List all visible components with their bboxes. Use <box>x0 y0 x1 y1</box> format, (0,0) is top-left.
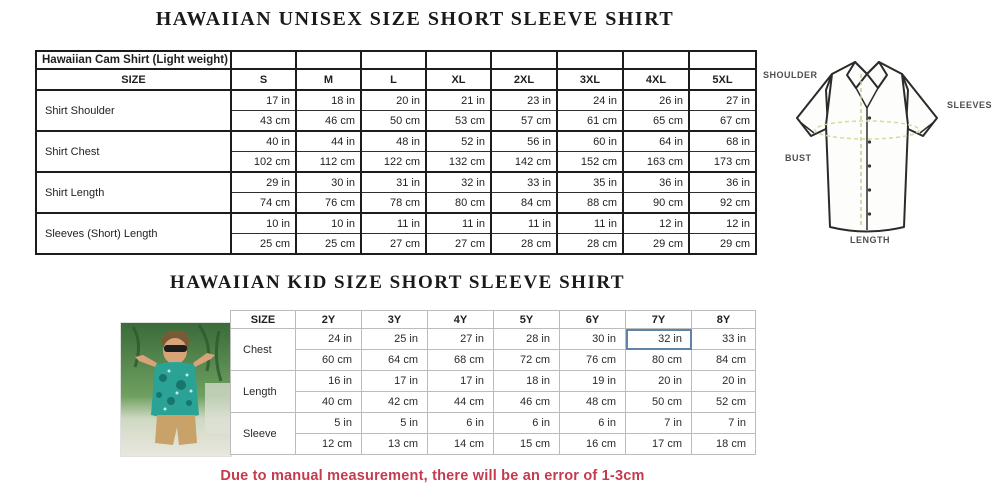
size-cell: 42 cm <box>362 392 428 413</box>
size-cell: 52 in <box>426 131 491 152</box>
empty-cell <box>296 51 361 69</box>
size-cell: 80 cm <box>426 193 491 214</box>
table-row <box>36 90 756 111</box>
size-cell: 57 cm <box>491 111 557 132</box>
size-cell: 18 in <box>494 371 560 392</box>
table-row <box>231 329 756 350</box>
table-row <box>36 69 756 90</box>
measure-label: Sleeve <box>231 413 296 455</box>
size-cell: 52 cm <box>692 392 756 413</box>
size-label: SIZE <box>231 311 296 329</box>
empty-cell <box>491 51 557 69</box>
size-cell: 12 cm <box>296 434 362 455</box>
size-cell: 61 cm <box>557 111 623 132</box>
size-cell: 18 cm <box>692 434 756 455</box>
size-cell: 46 cm <box>494 392 560 413</box>
size-cell: 53 cm <box>426 111 491 132</box>
size-cell: 27 cm <box>426 234 491 255</box>
size-cell: 48 in <box>361 131 426 152</box>
size-col-header: 6Y <box>560 311 626 329</box>
empty-cell <box>623 51 689 69</box>
table-row <box>231 350 756 371</box>
table-row <box>36 213 756 234</box>
size-cell: 68 cm <box>428 350 494 371</box>
size-cell: 16 in <box>296 371 362 392</box>
kid-size-table <box>230 310 756 455</box>
size-cell: 20 in <box>626 371 692 392</box>
length-diagram-label: LENGTH <box>850 235 890 245</box>
shoulder-diagram-label: SHOULDER <box>763 70 818 80</box>
size-cell: 11 in <box>557 213 623 234</box>
size-cell: 29 in <box>231 172 296 193</box>
size-cell: 72 cm <box>494 350 560 371</box>
selected-size-cell: 32 in <box>626 329 692 350</box>
size-cell: 56 in <box>491 131 557 152</box>
size-cell: 142 cm <box>491 152 557 173</box>
size-cell: 24 in <box>296 329 362 350</box>
size-cell: 112 cm <box>296 152 361 173</box>
size-cell: 29 cm <box>623 234 689 255</box>
empty-cell <box>361 51 426 69</box>
unisex-size-chart-title: HAWAIIAN UNISEX SIZE SHORT SLEEVE SHIRT <box>155 8 675 30</box>
table-row <box>231 392 756 413</box>
size-cell: 13 cm <box>362 434 428 455</box>
size-cell: 21 in <box>426 90 491 111</box>
measure-label: Shirt Chest <box>36 131 231 172</box>
size-cell: 90 cm <box>623 193 689 214</box>
size-cell: 20 in <box>361 90 426 111</box>
size-col-header: S <box>231 69 296 90</box>
size-cell: 24 in <box>557 90 623 111</box>
size-col-header: 8Y <box>692 311 756 329</box>
size-label: SIZE <box>36 69 231 90</box>
size-cell: 60 cm <box>296 350 362 371</box>
size-cell: 7 in <box>692 413 756 434</box>
size-cell: 67 cm <box>689 111 756 132</box>
measure-label: Shirt Length <box>36 172 231 213</box>
size-cell: 152 cm <box>557 152 623 173</box>
size-cell: 17 cm <box>626 434 692 455</box>
measurement-note: Due to manual measurement, there will be an error of 1-3cm <box>220 468 645 484</box>
size-cell: 64 in <box>623 131 689 152</box>
size-cell: 78 cm <box>361 193 426 214</box>
size-cell: 6 in <box>560 413 626 434</box>
size-cell: 20 in <box>692 371 756 392</box>
bust-diagram-label: BUST <box>785 153 812 163</box>
empty-cell <box>557 51 623 69</box>
size-cell: 11 in <box>361 213 426 234</box>
size-col-header: M <box>296 69 361 90</box>
size-cell: 30 in <box>296 172 361 193</box>
size-cell: 65 cm <box>623 111 689 132</box>
size-cell: 44 in <box>296 131 361 152</box>
size-cell: 28 cm <box>491 234 557 255</box>
size-cell: 50 cm <box>361 111 426 132</box>
size-cell: 88 cm <box>557 193 623 214</box>
size-cell: 25 in <box>362 329 428 350</box>
table-row <box>36 172 756 193</box>
size-cell: 92 cm <box>689 193 756 214</box>
measure-label: Sleeves (Short) Length <box>36 213 231 254</box>
size-cell: 6 in <box>428 413 494 434</box>
size-cell: 84 cm <box>491 193 557 214</box>
size-cell: 28 in <box>494 329 560 350</box>
unisex-size-table <box>35 50 757 255</box>
size-cell: 10 in <box>296 213 361 234</box>
measure-label: Chest <box>231 329 296 371</box>
size-cell: 35 in <box>557 172 623 193</box>
size-cell: 29 cm <box>689 234 756 255</box>
table-row <box>231 413 756 434</box>
size-cell: 60 in <box>557 131 623 152</box>
shirt-measurement-diagram <box>755 30 1000 262</box>
size-cell: 17 in <box>231 90 296 111</box>
size-cell: 43 cm <box>231 111 296 132</box>
size-cell: 28 cm <box>557 234 623 255</box>
size-cell: 18 in <box>296 90 361 111</box>
size-cell: 5 in <box>362 413 428 434</box>
size-cell: 40 in <box>231 131 296 152</box>
size-col-header: 4XL <box>623 69 689 90</box>
size-cell: 27 cm <box>361 234 426 255</box>
size-cell: 17 in <box>428 371 494 392</box>
size-cell: 14 cm <box>428 434 494 455</box>
table-row <box>231 371 756 392</box>
size-cell: 122 cm <box>361 152 426 173</box>
size-cell: 19 in <box>560 371 626 392</box>
size-col-header: 3Y <box>362 311 428 329</box>
empty-cell <box>231 51 296 69</box>
sleeves-diagram-label: SLEEVES <box>946 100 992 110</box>
size-cell: 33 in <box>692 329 756 350</box>
empty-cell <box>426 51 491 69</box>
size-cell: 23 in <box>491 90 557 111</box>
size-col-header: 4Y <box>428 311 494 329</box>
size-col-header: 2XL <box>491 69 557 90</box>
size-cell: 27 in <box>689 90 756 111</box>
size-cell: 16 cm <box>560 434 626 455</box>
kid-size-chart-title: HAWAIIAN KID SIZE SHORT SLEEVE SHIRT <box>169 272 626 293</box>
size-col-header: 7Y <box>626 311 692 329</box>
size-cell: 12 in <box>689 213 756 234</box>
kid-photo <box>120 322 232 457</box>
size-cell: 76 cm <box>560 350 626 371</box>
shirt-outline-illustration <box>797 62 937 232</box>
size-cell: 26 in <box>623 90 689 111</box>
size-cell: 36 in <box>689 172 756 193</box>
size-col-header: 5XL <box>689 69 756 90</box>
size-col-header: XL <box>426 69 491 90</box>
size-cell: 27 in <box>428 329 494 350</box>
size-cell: 48 cm <box>560 392 626 413</box>
size-cell: 84 cm <box>692 350 756 371</box>
table-row <box>231 311 756 329</box>
size-cell: 12 in <box>623 213 689 234</box>
size-cell: 11 in <box>491 213 557 234</box>
size-cell: 80 cm <box>626 350 692 371</box>
size-cell: 64 cm <box>362 350 428 371</box>
size-cell: 50 cm <box>626 392 692 413</box>
size-cell: 74 cm <box>231 193 296 214</box>
size-cell: 25 cm <box>231 234 296 255</box>
size-cell: 68 in <box>689 131 756 152</box>
table-row <box>36 131 756 152</box>
size-cell: 30 in <box>560 329 626 350</box>
size-cell: 40 cm <box>296 392 362 413</box>
size-cell: 163 cm <box>623 152 689 173</box>
table-row <box>36 51 756 69</box>
table-row <box>231 434 756 455</box>
table-corner-header: Hawaiian Cam Shirt (Light weight) <box>36 51 231 69</box>
size-cell: 15 cm <box>494 434 560 455</box>
size-col-header: 2Y <box>296 311 362 329</box>
size-col-header: 5Y <box>494 311 560 329</box>
size-cell: 46 cm <box>296 111 361 132</box>
size-cell: 6 in <box>494 413 560 434</box>
size-cell: 32 in <box>426 172 491 193</box>
size-cell: 31 in <box>361 172 426 193</box>
empty-cell <box>689 51 756 69</box>
size-cell: 33 in <box>491 172 557 193</box>
size-cell: 11 in <box>426 213 491 234</box>
size-cell: 132 cm <box>426 152 491 173</box>
size-cell: 17 in <box>362 371 428 392</box>
size-cell: 7 in <box>626 413 692 434</box>
size-col-header: 3XL <box>557 69 623 90</box>
size-cell: 5 in <box>296 413 362 434</box>
size-cell: 44 cm <box>428 392 494 413</box>
size-col-header: L <box>361 69 426 90</box>
measure-label: Shirt Shoulder <box>36 90 231 131</box>
size-cell: 10 in <box>231 213 296 234</box>
measure-label: Length <box>231 371 296 413</box>
size-cell: 36 in <box>623 172 689 193</box>
size-cell: 25 cm <box>296 234 361 255</box>
size-cell: 76 cm <box>296 193 361 214</box>
size-cell: 173 cm <box>689 152 756 173</box>
size-cell: 102 cm <box>231 152 296 173</box>
